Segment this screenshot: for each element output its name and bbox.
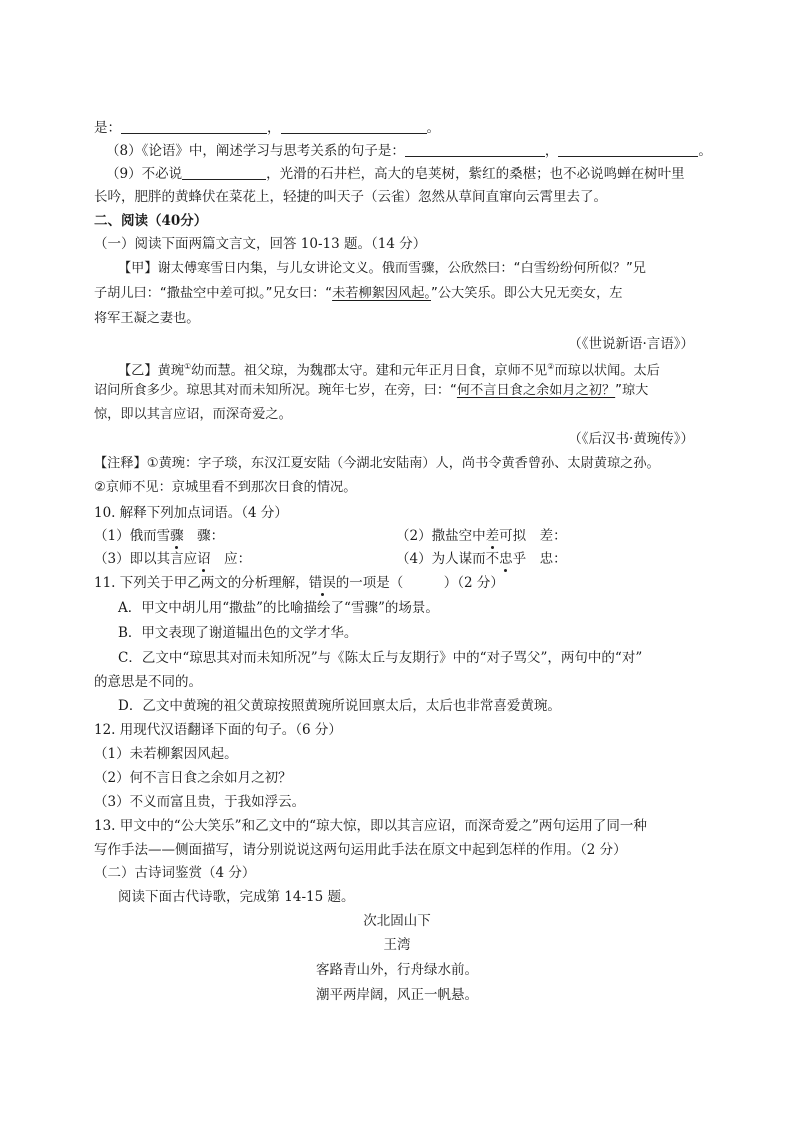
underlined-sentence: 未若柳絮因风起。 — [332, 286, 431, 301]
q11-option-c-cont: 的意思是不同的。 — [94, 674, 202, 690]
poem-line-2: 潮平两岸阔，风正一帆悬。 — [316, 987, 478, 1003]
q10-item-1: （1）俄而雪骤 骤： — [94, 528, 225, 544]
q10-item-3: （3）即以其言应诏 应： — [94, 551, 252, 567]
jia-line1: 【甲】谢太傅寒雪日内集，与儿女讲论文义。俄而雪骤，公欣然曰：“白雪纷纷何所似？”兄 — [118, 261, 646, 276]
poem-author: 王湾 — [383, 937, 411, 953]
q10-item-2: （2）撒盐空中差可拟 差： — [396, 528, 567, 544]
yi-line3: 惊，即以其言应诏，而深奇爱之。 — [94, 407, 292, 422]
answer-blank[interactable] — [558, 142, 698, 157]
q7-line: 是： ， 。 — [94, 120, 440, 136]
answer-blank[interactable] — [405, 142, 545, 157]
answer-blank[interactable] — [182, 165, 266, 180]
q11-option-b[interactable]: B．甲文表现了谢道韫出色的文学才华。 — [118, 625, 358, 641]
q12-item-1: （1）未若柳絮因风起。 — [94, 746, 238, 762]
footnote-mark: ① — [183, 362, 192, 371]
q10-item-4: （4）为人谋而不忠乎 忠： — [396, 551, 567, 567]
yi-line1: 【乙】黄琬①幼而慧。祖父琼，为魏郡太守。建和元年正月日食，京师不见②而琼以状闻。太后 — [118, 362, 660, 379]
q11-option-a[interactable]: A．甲文中胡儿用“撒盐”的比喻描绘了“雪骤”的场景。 — [118, 600, 439, 616]
jia-source: （《世说新语·言语》） — [568, 336, 694, 352]
jia-line2: 子胡儿曰：“撒盐空中差可拟。”兄女曰：“未若柳絮因风起。”公大笑乐。即公大兄无奕女，左 — [94, 286, 623, 301]
part2-heading: （二）古诗词鉴赏（4 分） — [94, 865, 256, 881]
q12-item-3: （3）不义而富且贵，于我如浮云。 — [94, 794, 306, 810]
jia-line3: 将军王凝之妻也。 — [94, 311, 200, 326]
q12-title: 12. 用现代汉语翻译下面的句子。（6 分） — [94, 722, 342, 738]
dotted-word: 错误 — [308, 575, 336, 591]
dotted-word: 诏 — [197, 551, 211, 567]
yi-source: （《后汉书·黄琬传》） — [568, 431, 694, 447]
dotted-word: 骤 — [170, 528, 184, 544]
poem-line-1: 客路青山外，行舟绿水前。 — [316, 962, 478, 978]
underlined-sentence: 何不言日食之余如月之初？ — [456, 383, 616, 398]
q8-line: （8）《论语》中，阐述学习与思考关系的句子是： ， 。 — [106, 143, 712, 159]
dotted-word: 差 — [485, 528, 500, 544]
q11-option-d[interactable]: D．乙文中黄琬的祖父黄琼按照黄琬所说回禀太后，太后也非常喜爱黄琬。 — [118, 698, 561, 714]
poem-title: 次北固山下 — [363, 913, 431, 929]
q11-title: 11. 下列关于甲乙两文的分析理解，错误的一项是（ ）（2 分） — [94, 575, 504, 591]
yi-line2: 诏问所食多少。琼思其对而未知所况。琬年七岁，在旁，曰：“何不言日食之余如月之初？”琼大 — [94, 383, 649, 398]
q13-line2: 写作手法——侧面描写，请分别说说这两句运用此手法在原文中起到怎样的作用。（2 分） — [94, 842, 627, 858]
footnote-mark: ② — [547, 362, 555, 371]
dotted-word: 忠 — [499, 551, 513, 567]
part1-heading: （一）阅读下面两篇文言文，回答 10-13 题。（14 分） — [94, 236, 427, 252]
q10-title: 10. 解释下列加点词语。（4 分） — [94, 505, 288, 521]
q13-line1: 13. 甲文中的“公大笑乐”和乙文中的“琼大惊，即以其言应诏，而深奇爱之”两句运用了同一种 — [94, 818, 647, 834]
q12-item-2: （2）何不言日食之余如月之初？ — [94, 770, 292, 786]
q9-line2: 长吟，肥胖的黄蜂伏在菜花上，轻捷的叫天子（云雀）忽然从草间直窜向云霄里去了。 — [94, 189, 607, 205]
answer-blank[interactable] — [281, 119, 427, 134]
q9-line1: （9）不必说 ，光滑的石井栏，高大的皂荚树，紫红的桑椹；也不必说鸣蝉在树叶里 — [106, 166, 685, 182]
notes-line2: ②京师不见：京城里看不到那次日食的情况。 — [94, 480, 357, 495]
part2-intro: 阅读下面古代诗歌，完成第 14-15 题。 — [118, 889, 355, 905]
q11-option-c[interactable]: C．乙文中“琼思其对而未知所况”与《陈太丘与友期行》中的“对子骂父”，两句中的“对” — [118, 650, 643, 666]
answer-blank[interactable] — [121, 119, 267, 134]
notes-line1: 【注释】①黄琬：字子琰，东汉江夏安陆（今湖北安陆南）人，尚书令黄香曾孙、太尉黄琼之孙。 — [94, 456, 660, 471]
section-heading: 二、阅读（40分） — [94, 213, 208, 229]
